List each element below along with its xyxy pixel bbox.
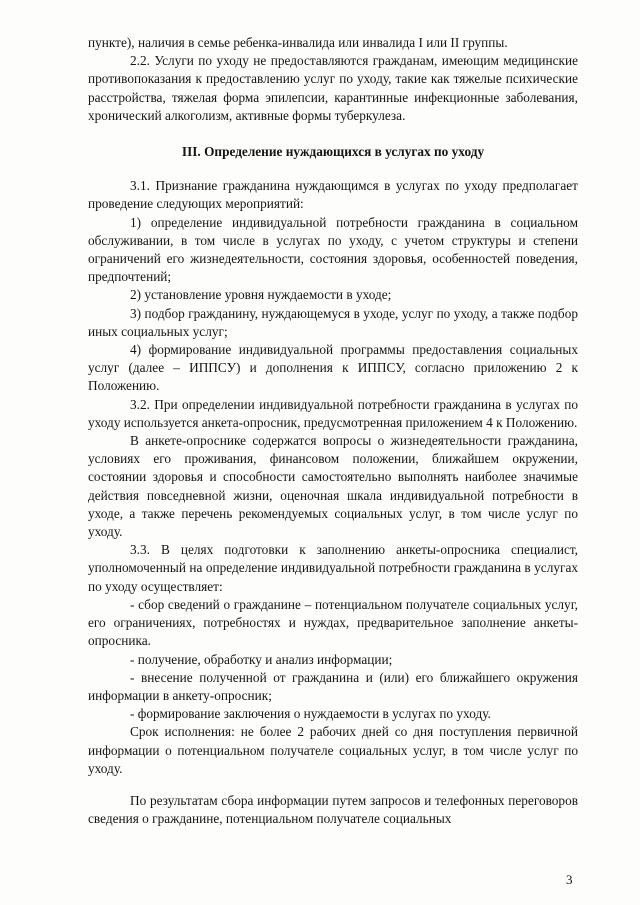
paragraph-3-2: 3.2. При определении индивидуальной потребности гражданина в услугах по уходу используется анкета-опросник, предусмотренная приложением 4 к Положению. <box>88 396 578 430</box>
list-item-2: 2) установление уровня нуждаемости в уходе; <box>130 287 392 303</box>
list-item-3: 3) подбор гражданину, нуждающемуся в уходе, услуг по уходу, а также подбор иных социальных услуг; <box>88 305 578 339</box>
dash-item-conclusion: - формирование заключения о нуждаемости в услугах по уходу. <box>130 706 491 722</box>
dash-item-collection: - сбор сведений о гражданине – потенциальном получателе социальных услуг, его ограничениях, потребностях и нуждах, предварительное заполнение анкеты-опросника. <box>88 596 578 649</box>
paragraph-continuation: пункте), наличия в семье ребенка-инвалида или инвалида I или II группы. <box>88 35 508 50</box>
list-item-4: 4) формирование индивидуальной программы предоставления социальных услуг (далее – ИППСУ) и дополнения к ИППСУ, согласно приложению 2 к Положению. <box>88 342 578 394</box>
paragraph-2-2: 2.2. Услуги по уходу не предоставляются гражданам, имеющим медицинские противопоказания к предоставлению услуг по уходу, такие как тяжелые психические расстройства, тяжелая форма эпилепсии, карантинные инфекционные заболевания, хронический алкоголизм, активные формы туберкулеза. <box>88 53 578 123</box>
section-heading: III. Определение нуждающихся в услугах по уходу <box>181 144 485 160</box>
paragraph-deadline: Срок исполнения: не более 2 рабочих дней со дня поступления первичной информации о потенциальном получателе социальных услуг, в том числе услуг по уходу. <box>88 724 578 776</box>
paragraph-3-1: 3.1. Признание гражданина нуждающимся в услугах по уходу предполагает проведение следующих мероприятий: <box>88 178 578 212</box>
paragraph-3-3: 3.3. В целях подготовки к заполнению анкеты-опросника специалист, уполномоченный на определение индивидуальной потребности гражданина в услугах по уходу осуществляет: <box>88 542 578 594</box>
dash-item-processing: - получение, обработку и анализ информации; <box>130 651 393 667</box>
list-item-1: 1) определение индивидуальной потребности гражданина в социальном обслуживании, в том числе в услугах по уходу, с учетом структуры и степени ограничений его жизнедеятельности, состояния здоровья, особенностей поведения, предпочтений; <box>88 214 578 285</box>
paragraph-questionnaire: В анкете-опроснике содержатся вопросы о жизнедеятельности гражданина, условиях его проживания, финансовом положении, ближайшем окружении, состоянии здоровья и способности самостоятельно выполнять наиболее значимые действия повседневной жизни, оценочная шкала индивидуальной потребности в уходе, а также перечень рекомендуемых социальных услуг, в том числе услуг по уходу. <box>88 433 578 540</box>
page-number: 3 <box>566 872 573 887</box>
paragraph-results: По результатам сбора информации путем запросов и телефонных переговоров сведения о гражданине, потенциальном получателе социальных <box>88 792 578 827</box>
document-body <box>88 34 578 828</box>
dash-item-entry: - внесение полученной от гражданина и (или) его ближайшего окружения информации в анкету-опросник; <box>88 669 578 703</box>
